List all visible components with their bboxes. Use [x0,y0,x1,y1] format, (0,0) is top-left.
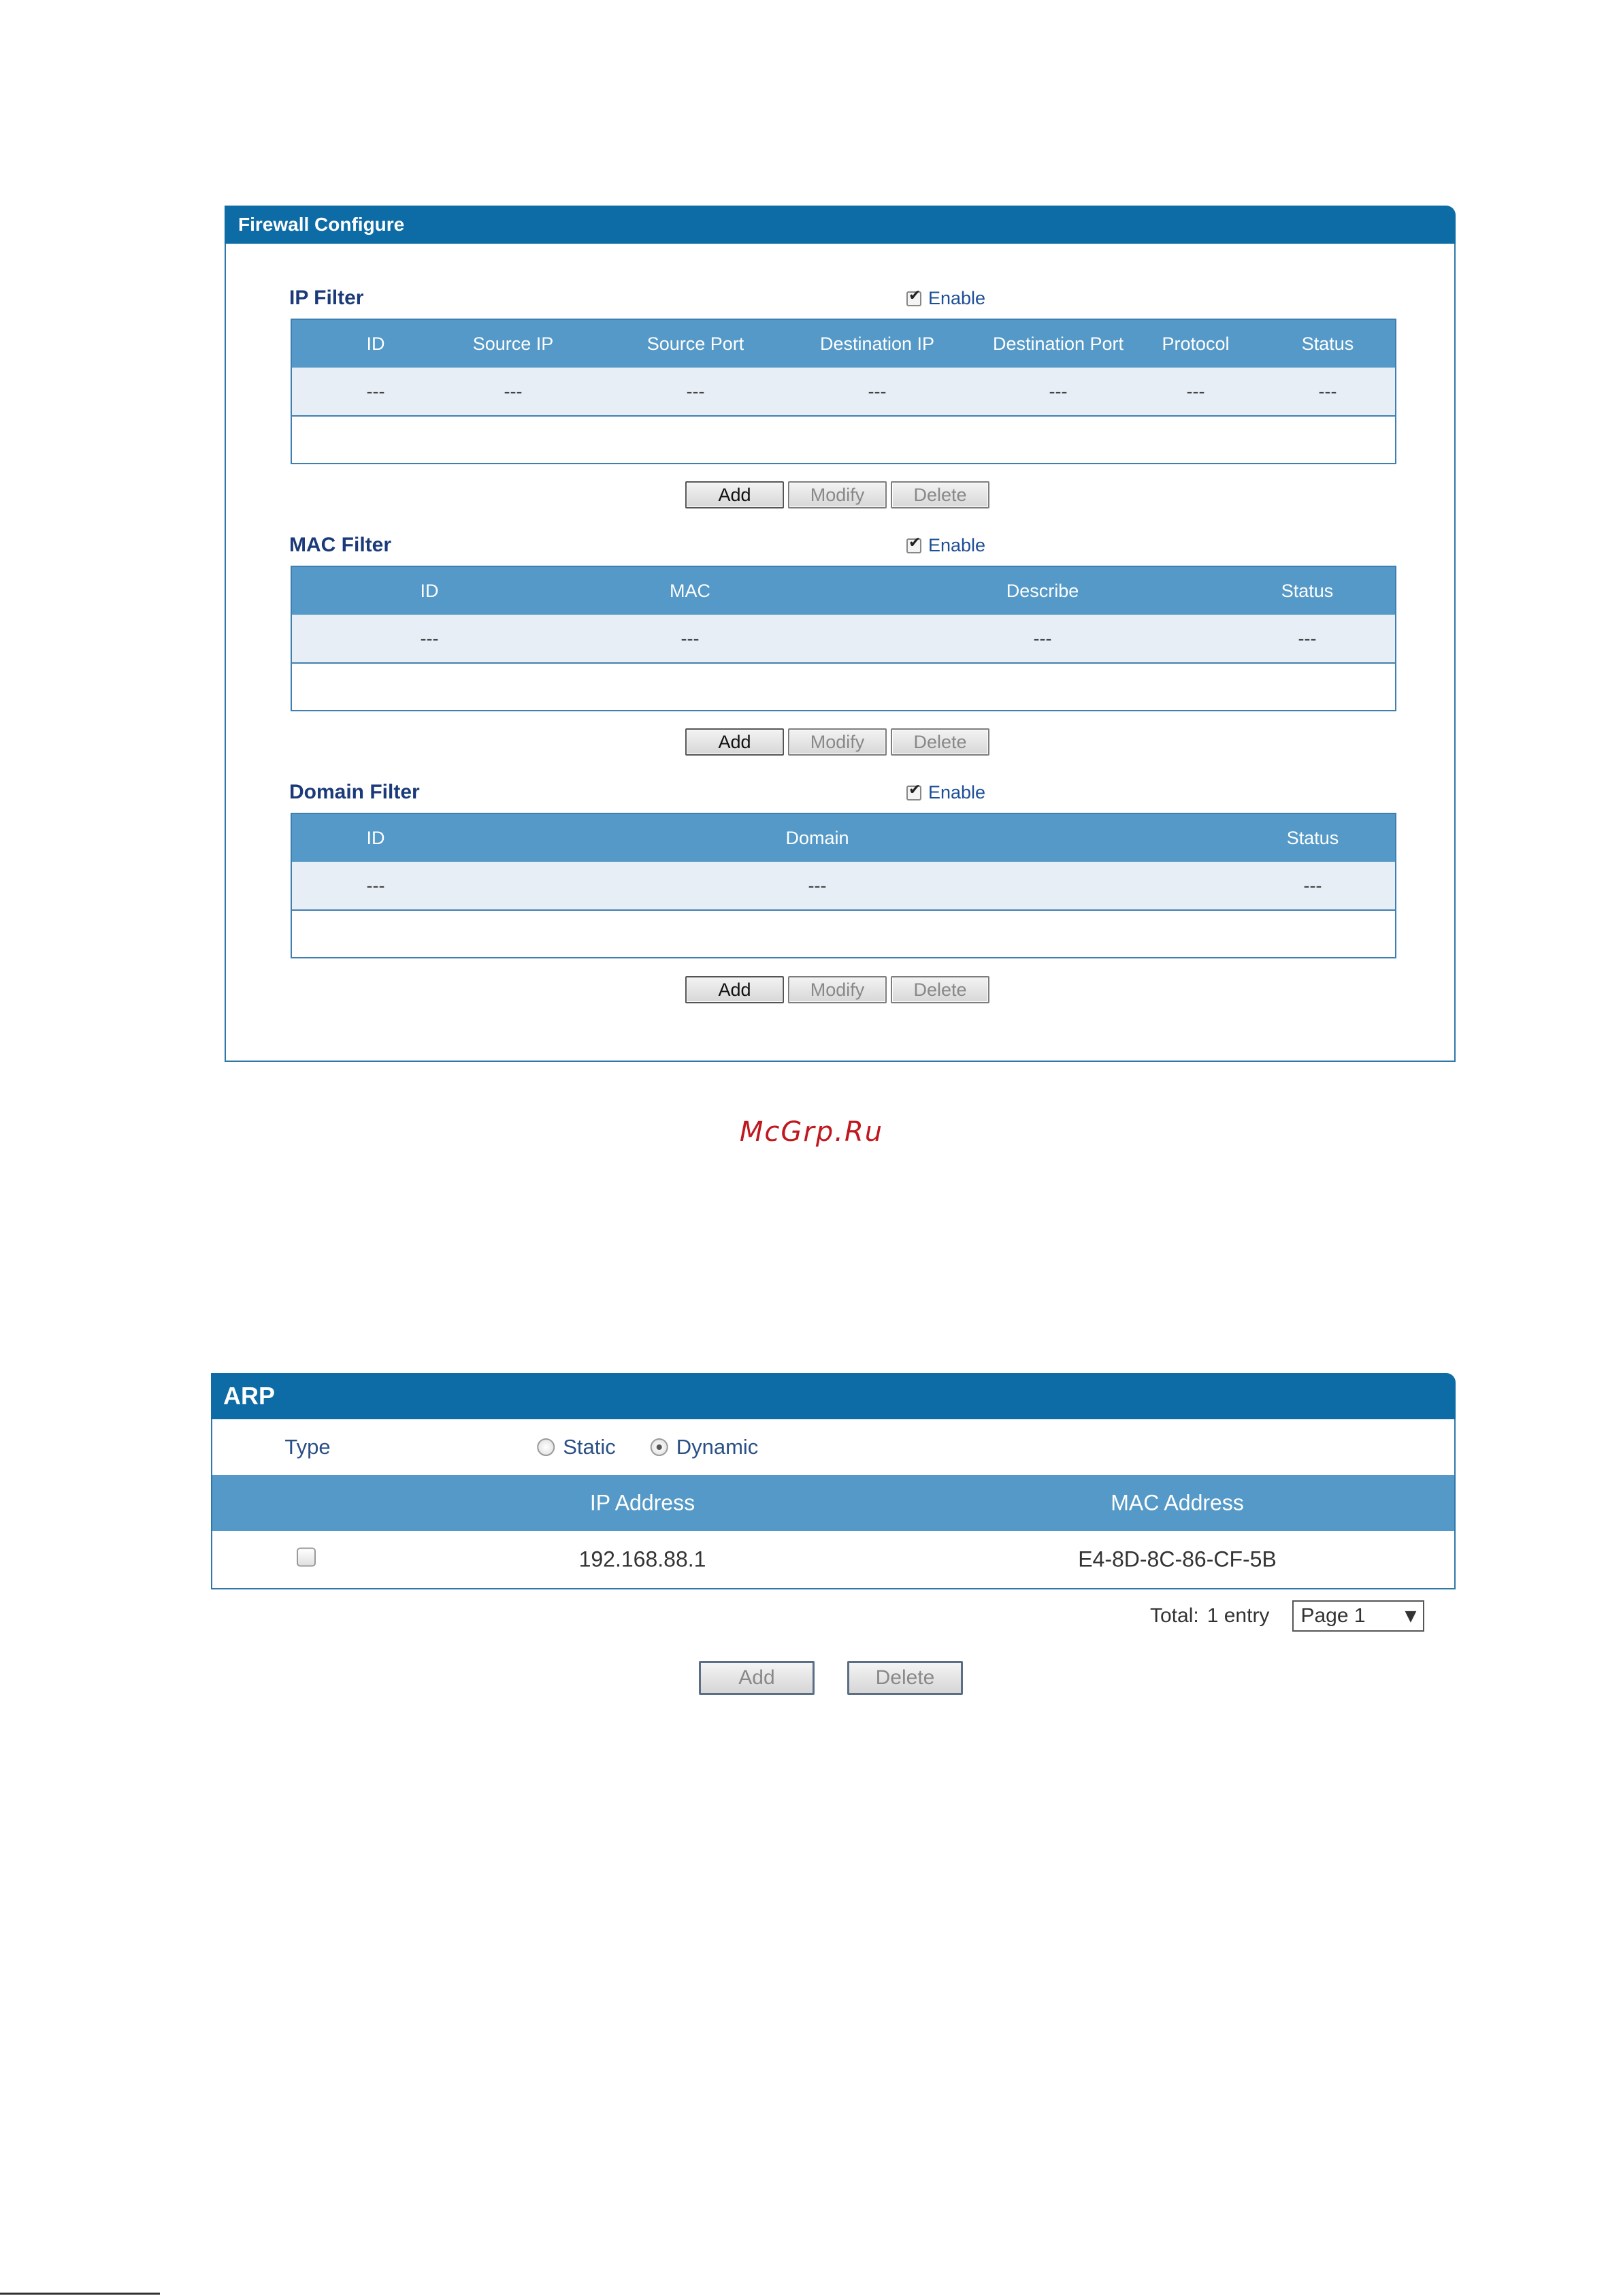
panel-title: ARP [211,1373,1456,1419]
dynamic-label: Dynamic [676,1435,759,1459]
type-label: Type [284,1435,331,1459]
column-header-describe: Describe [1006,580,1079,601]
table-header-row [212,1475,1454,1531]
mac-filter-enable-checkbox[interactable] [906,538,921,553]
column-header-status: Status [1281,580,1334,601]
table-cell: --- [1033,628,1052,649]
table-cell: --- [1298,628,1317,649]
table-row[interactable] [292,368,1395,417]
page-select[interactable] [1292,1600,1424,1632]
ip-filter-modify-button[interactable]: Modify [788,481,887,508]
page-select-value: Page 1 [1300,1604,1366,1627]
mac-address-cell: E4-8D-8C-86-CF-5B [1078,1547,1277,1572]
static-label: Static [563,1435,616,1459]
panel-title: Firewall Configure [225,206,1456,244]
type-static-option[interactable] [537,1435,616,1459]
column-header-mac: MAC [670,580,710,601]
total-value: 1 entry [1207,1604,1270,1627]
ip-address-cell: 192.168.88.1 [578,1547,706,1572]
enable-label: Enable [928,535,986,555]
firewall-configure-panel [225,206,1456,1062]
arp-add-button[interactable]: Add [699,1661,815,1695]
domain-filter-table [291,813,1396,958]
dynamic-radio[interactable] [651,1438,668,1456]
domain-filter-enable[interactable] [906,782,985,803]
firewall-panel-body [225,244,1456,1062]
domain-filter-enable-checkbox[interactable] [906,786,921,801]
column-header-status: Status [1286,827,1339,848]
mac-filter-add-button[interactable]: Add [685,728,784,756]
ip-filter-table [291,319,1396,464]
table-header-row [292,567,1395,615]
column-header-protocol: Protocol [1162,333,1230,354]
enable-label: Enable [928,782,986,803]
table-cell: --- [366,381,385,402]
mac-filter-enable[interactable] [906,535,985,556]
table-cell: --- [420,628,439,649]
column-header-destination-port: Destination Port [992,333,1124,354]
arp-type-row [212,1419,1454,1476]
empty-row [292,911,1395,957]
column-header-ip-address: IP Address [589,1490,695,1515]
ip-filter-title: IP Filter [289,287,364,309]
enable-label: Enable [928,288,986,308]
arp-button-bar [699,1661,963,1695]
table-cell: --- [686,381,705,402]
table-cell: --- [1186,381,1205,402]
table-cell: --- [681,628,700,649]
total-label: Total: [1150,1604,1199,1627]
mac-filter-button-bar [685,728,989,756]
ip-filter-enable[interactable] [906,288,985,309]
column-header-status: Status [1301,333,1354,354]
table-header-row [292,814,1395,862]
table-cell: --- [808,875,827,896]
static-radio[interactable] [537,1438,555,1456]
column-header-id: ID [420,580,439,601]
table-row[interactable] [212,1531,1454,1588]
table-row[interactable] [292,862,1395,911]
chevron-down-icon: ▼ [1405,1607,1417,1625]
table-cell: --- [504,381,523,402]
row-select-checkbox[interactable] [297,1547,316,1572]
arp-panel-body [211,1419,1456,1589]
domain-filter-title: Domain Filter [289,781,420,803]
table-row[interactable] [292,615,1395,664]
empty-row [292,417,1395,463]
domain-filter-add-button[interactable]: Add [685,976,784,1003]
column-header-source-port: Source Port [646,333,744,354]
mac-filter-table [291,566,1396,711]
table-header-row [292,320,1395,368]
ip-filter-delete-button[interactable]: Delete [891,481,989,508]
footer-divider [0,2293,160,2295]
column-header-id: ID [366,827,385,848]
ip-filter-enable-checkbox[interactable] [906,291,921,306]
mac-filter-delete-button[interactable]: Delete [891,728,989,756]
column-header-mac-address: MAC Address [1111,1490,1244,1515]
domain-filter-button-bar [685,976,989,1003]
empty-row [292,664,1395,710]
table-cell: --- [1318,381,1337,402]
column-header-id: ID [366,333,385,354]
domain-filter-delete-button[interactable]: Delete [891,976,989,1003]
arp-panel [211,1373,1456,1589]
type-dynamic-option[interactable] [651,1435,759,1459]
table-cell: --- [1303,875,1322,896]
arp-pagination [1150,1600,1424,1632]
checkbox-box[interactable] [297,1548,316,1567]
column-header-source-ip: Source IP [472,333,554,354]
mac-filter-modify-button[interactable]: Modify [788,728,887,756]
table-cell: --- [1049,381,1068,402]
table-cell: --- [868,381,887,402]
column-header-domain: Domain [785,827,849,848]
table-cell: --- [366,875,385,896]
mac-filter-title: MAC Filter [289,534,391,556]
column-header-destination-ip: Destination IP [819,333,935,354]
domain-filter-modify-button[interactable]: Modify [788,976,887,1003]
ip-filter-button-bar [685,481,989,508]
watermark: McGrp.Ru [739,1116,884,1148]
ip-filter-add-button[interactable]: Add [685,481,784,508]
arp-delete-button[interactable]: Delete [847,1661,963,1695]
